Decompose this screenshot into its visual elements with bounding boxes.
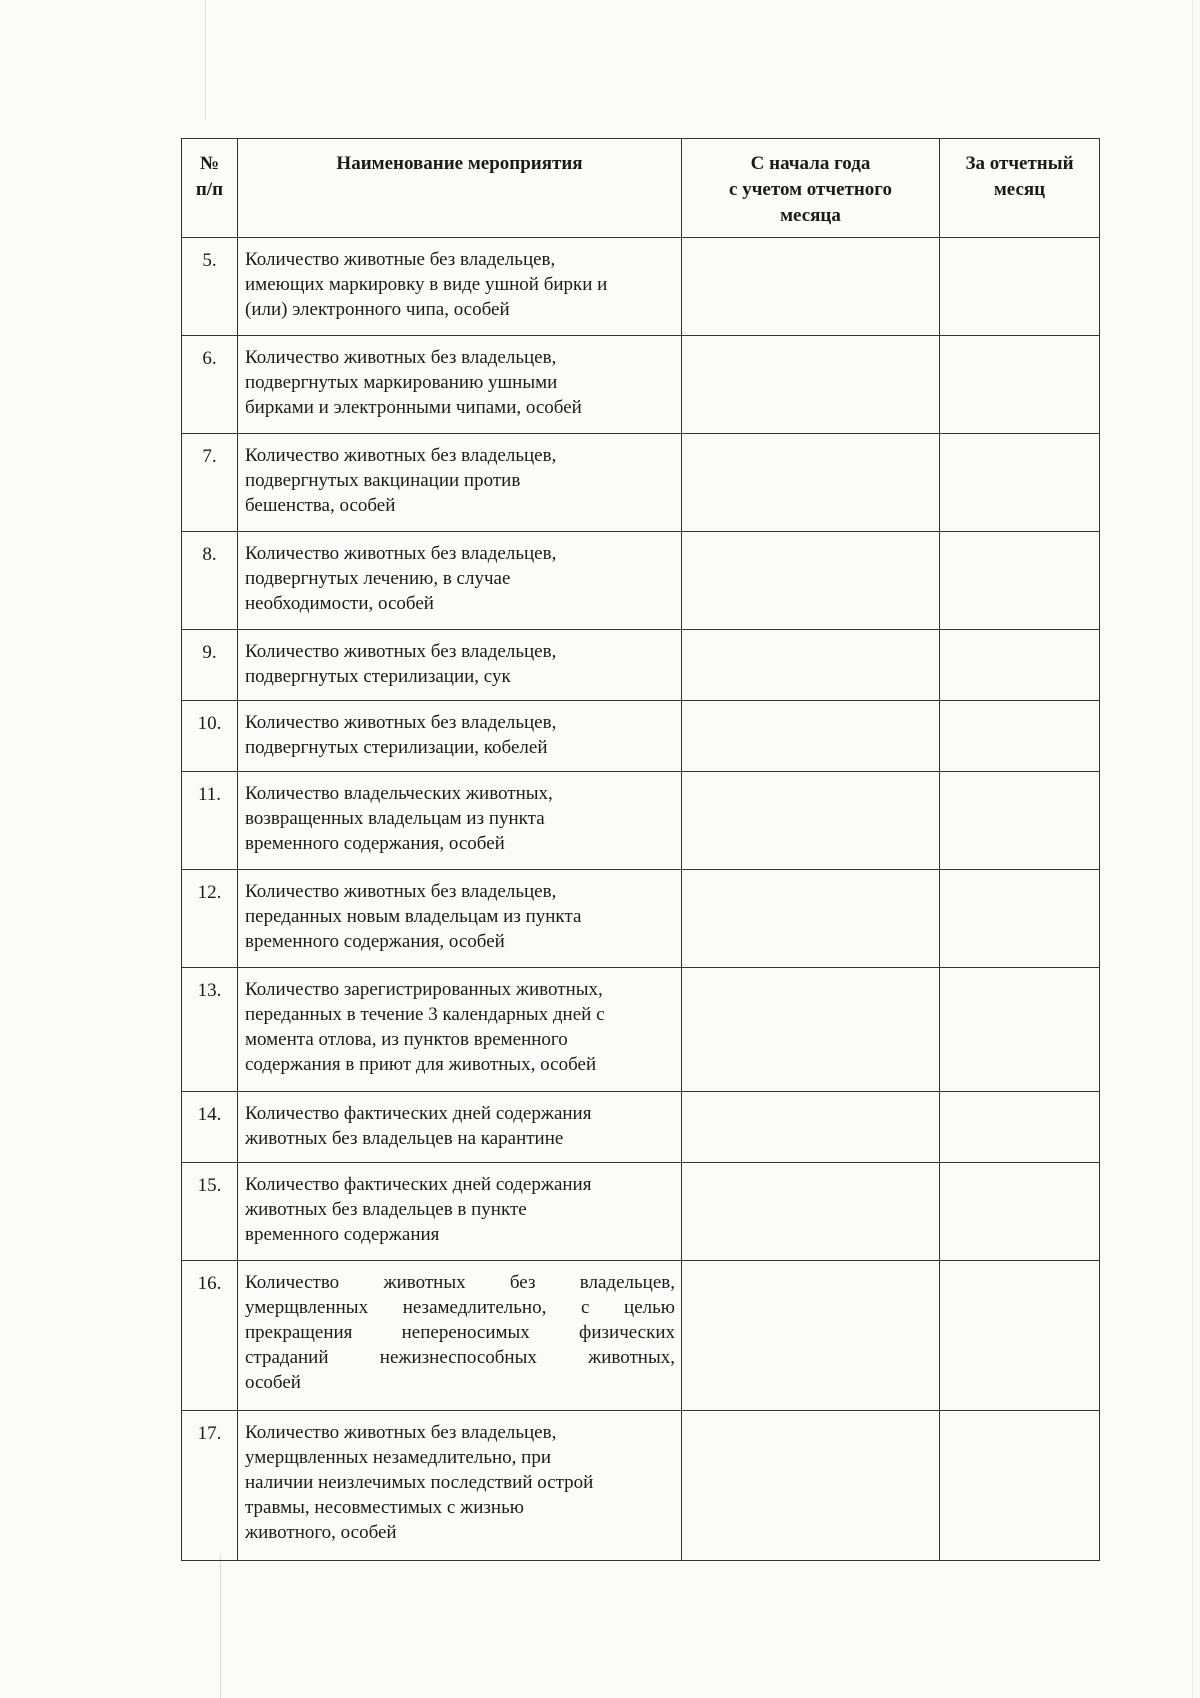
- row-event-name-line: подвергнутых лечению, в случае: [245, 568, 511, 589]
- row-event-name-line: умерщвленных незамедлительно, с целью: [245, 1297, 675, 1318]
- row-event-name: [238, 238, 682, 336]
- table-row: [182, 772, 1100, 870]
- row-event-name-line: животных без владельцев в пункте: [245, 1199, 527, 1220]
- row-year-to-date-value: [682, 701, 940, 772]
- row-event-name: [238, 532, 682, 630]
- row-event-name-line: момента отлова, из пунктов временного: [245, 1029, 568, 1050]
- row-number: 13.: [182, 968, 238, 1092]
- row-year-to-date-value: [682, 1163, 940, 1261]
- row-event-name-line: Количество животных без владельцев,: [245, 641, 557, 662]
- table-row: [182, 1092, 1100, 1163]
- table-row: [182, 532, 1100, 630]
- row-event-name-line: травмы, несовместимых с жизнью: [245, 1497, 524, 1518]
- table-row: [182, 630, 1100, 701]
- row-event-name-line: Количество фактических дней содержания: [245, 1103, 592, 1124]
- row-number: 14.: [182, 1092, 238, 1163]
- row-year-to-date-value: [682, 968, 940, 1092]
- table-row: [182, 701, 1100, 772]
- row-year-to-date-value: [682, 532, 940, 630]
- row-event-name-line: бешенства, особей: [245, 495, 396, 516]
- row-year-to-date-value: [682, 238, 940, 336]
- table-row: [182, 1163, 1100, 1261]
- row-event-name-line: Количество животных без владельцев,: [245, 1422, 557, 1443]
- row-event-name-line: бирками и электронными чипами, особей: [245, 397, 582, 418]
- scan-fold-line: [205, 0, 206, 120]
- row-event-name-line: Количество фактических дней содержания: [245, 1174, 592, 1195]
- row-event-name-line: Количество владельческих животных,: [245, 783, 553, 804]
- row-event-name-line: страданий нежизнеспособных животных,: [245, 1347, 675, 1368]
- row-number: 7.: [182, 434, 238, 532]
- row-number: 6.: [182, 336, 238, 434]
- row-event-name-line: Количество животные без владельцев,: [245, 249, 556, 270]
- table-row: [182, 238, 1100, 336]
- table-row: [182, 870, 1100, 968]
- row-event-name-line: подвергнутых вакцинации против: [245, 470, 521, 491]
- row-event-name-line: подвергнутых стерилизации, кобелей: [245, 737, 548, 758]
- header-reporting-month: [940, 139, 1100, 238]
- row-number: 12.: [182, 870, 238, 968]
- header-number-line: п/п: [195, 179, 224, 200]
- header-number-line: №: [199, 153, 220, 174]
- row-event-name-line: временного содержания: [245, 1224, 440, 1245]
- row-event-name-line: переданных новым владельцам из пункта: [245, 906, 582, 927]
- row-event-name: [238, 434, 682, 532]
- row-event-name-line: Количество животных без владельцев,: [245, 881, 557, 902]
- table-row: [182, 434, 1100, 532]
- row-event-name-line: переданных в течение 3 календарных дней с: [245, 1004, 605, 1025]
- report-table: [181, 138, 1100, 1561]
- row-number: 8.: [182, 532, 238, 630]
- row-event-name-line: возвращенных владельцам из пункта: [245, 808, 545, 829]
- header-year-to-date: [682, 139, 940, 238]
- row-event-name-line: необходимости, особей: [245, 593, 434, 614]
- header-month-line: месяц: [993, 179, 1046, 200]
- row-year-to-date-value: [682, 772, 940, 870]
- header-month-line: За отчетный: [965, 153, 1074, 174]
- row-event-name-line: Количество животных без владельцев,: [245, 347, 557, 368]
- header-row: [182, 139, 1100, 238]
- row-event-name: [238, 772, 682, 870]
- row-reporting-month-value: [940, 532, 1100, 630]
- row-event-name: [238, 1163, 682, 1261]
- scan-edge-line: [1192, 0, 1193, 1698]
- row-year-to-date-value: [682, 1411, 940, 1561]
- scan-fold-line: [220, 1555, 221, 1698]
- row-number: 17.: [182, 1411, 238, 1561]
- row-reporting-month-value: [940, 968, 1100, 1092]
- row-number: 11.: [182, 772, 238, 870]
- row-event-name-line: Количество животных без владельцев,: [245, 1272, 675, 1293]
- row-event-name: [238, 336, 682, 434]
- row-event-name-line: временного содержания, особей: [245, 931, 505, 952]
- row-event-name-line: животных без владельцев на карантине: [245, 1128, 564, 1149]
- row-reporting-month-value: [940, 701, 1100, 772]
- row-year-to-date-value: [682, 1261, 940, 1411]
- row-event-name-line: особей: [245, 1372, 301, 1393]
- row-event-name-line: наличии неизлечимых последствий острой: [245, 1472, 594, 1493]
- row-event-name-line: подвергнутых маркированию ушными: [245, 372, 558, 393]
- table-row: [182, 968, 1100, 1092]
- row-event-name-line: Количество зарегистрированных животных,: [245, 979, 603, 1000]
- header-event-name: [238, 139, 682, 238]
- row-reporting-month-value: [940, 1261, 1100, 1411]
- row-event-name: [238, 1411, 682, 1561]
- row-event-name: [238, 968, 682, 1092]
- row-year-to-date-value: [682, 434, 940, 532]
- row-event-name: [238, 701, 682, 772]
- row-event-name-line: прекращения непереносимых физических: [245, 1322, 675, 1343]
- row-reporting-month-value: [940, 238, 1100, 336]
- row-year-to-date-value: [682, 870, 940, 968]
- row-number: 10.: [182, 701, 238, 772]
- row-reporting-month-value: [940, 1092, 1100, 1163]
- row-event-name-line: Количество животных без владельцев,: [245, 445, 557, 466]
- row-year-to-date-value: [682, 336, 940, 434]
- table-row: [182, 336, 1100, 434]
- row-year-to-date-value: [682, 630, 940, 701]
- row-event-name-line: умерщвленных незамедлительно, при: [245, 1447, 552, 1468]
- row-event-name-line: имеющих маркировку в виде ушной бирки и: [245, 274, 608, 295]
- row-reporting-month-value: [940, 1411, 1100, 1561]
- row-number: 9.: [182, 630, 238, 701]
- row-number: 15.: [182, 1163, 238, 1261]
- row-reporting-month-value: [940, 630, 1100, 701]
- row-reporting-month-value: [940, 336, 1100, 434]
- row-year-to-date-value: [682, 1092, 940, 1163]
- row-event-name-line: Количество животных без владельцев,: [245, 543, 557, 564]
- table-row: [182, 1261, 1100, 1411]
- row-event-name-line: подвергнутых стерилизации, сук: [245, 666, 511, 687]
- header-ytd-line: месяца: [780, 205, 841, 226]
- header-ytd-line: С начала года: [750, 153, 871, 174]
- header-ytd-line: с учетом отчетного: [729, 179, 892, 200]
- row-event-name: [238, 1261, 682, 1411]
- row-reporting-month-value: [940, 870, 1100, 968]
- row-event-name: [238, 630, 682, 701]
- header-number: [182, 139, 238, 238]
- row-reporting-month-value: [940, 1163, 1100, 1261]
- row-event-name: [238, 870, 682, 968]
- row-event-name-line: содержания в приют для животных, особей: [245, 1054, 597, 1075]
- row-event-name-line: (или) электронного чипа, особей: [245, 299, 510, 320]
- row-event-name-line: временного содержания, особей: [245, 833, 505, 854]
- header-event-name-text: Наименование мероприятия: [336, 153, 583, 174]
- table-row: [182, 1411, 1100, 1561]
- row-number: 5.: [182, 238, 238, 336]
- row-reporting-month-value: [940, 772, 1100, 870]
- row-number: 16.: [182, 1261, 238, 1411]
- row-reporting-month-value: [940, 434, 1100, 532]
- row-event-name-line: животного, особей: [245, 1522, 397, 1543]
- row-event-name: [238, 1092, 682, 1163]
- row-event-name-line: Количество животных без владельцев,: [245, 712, 557, 733]
